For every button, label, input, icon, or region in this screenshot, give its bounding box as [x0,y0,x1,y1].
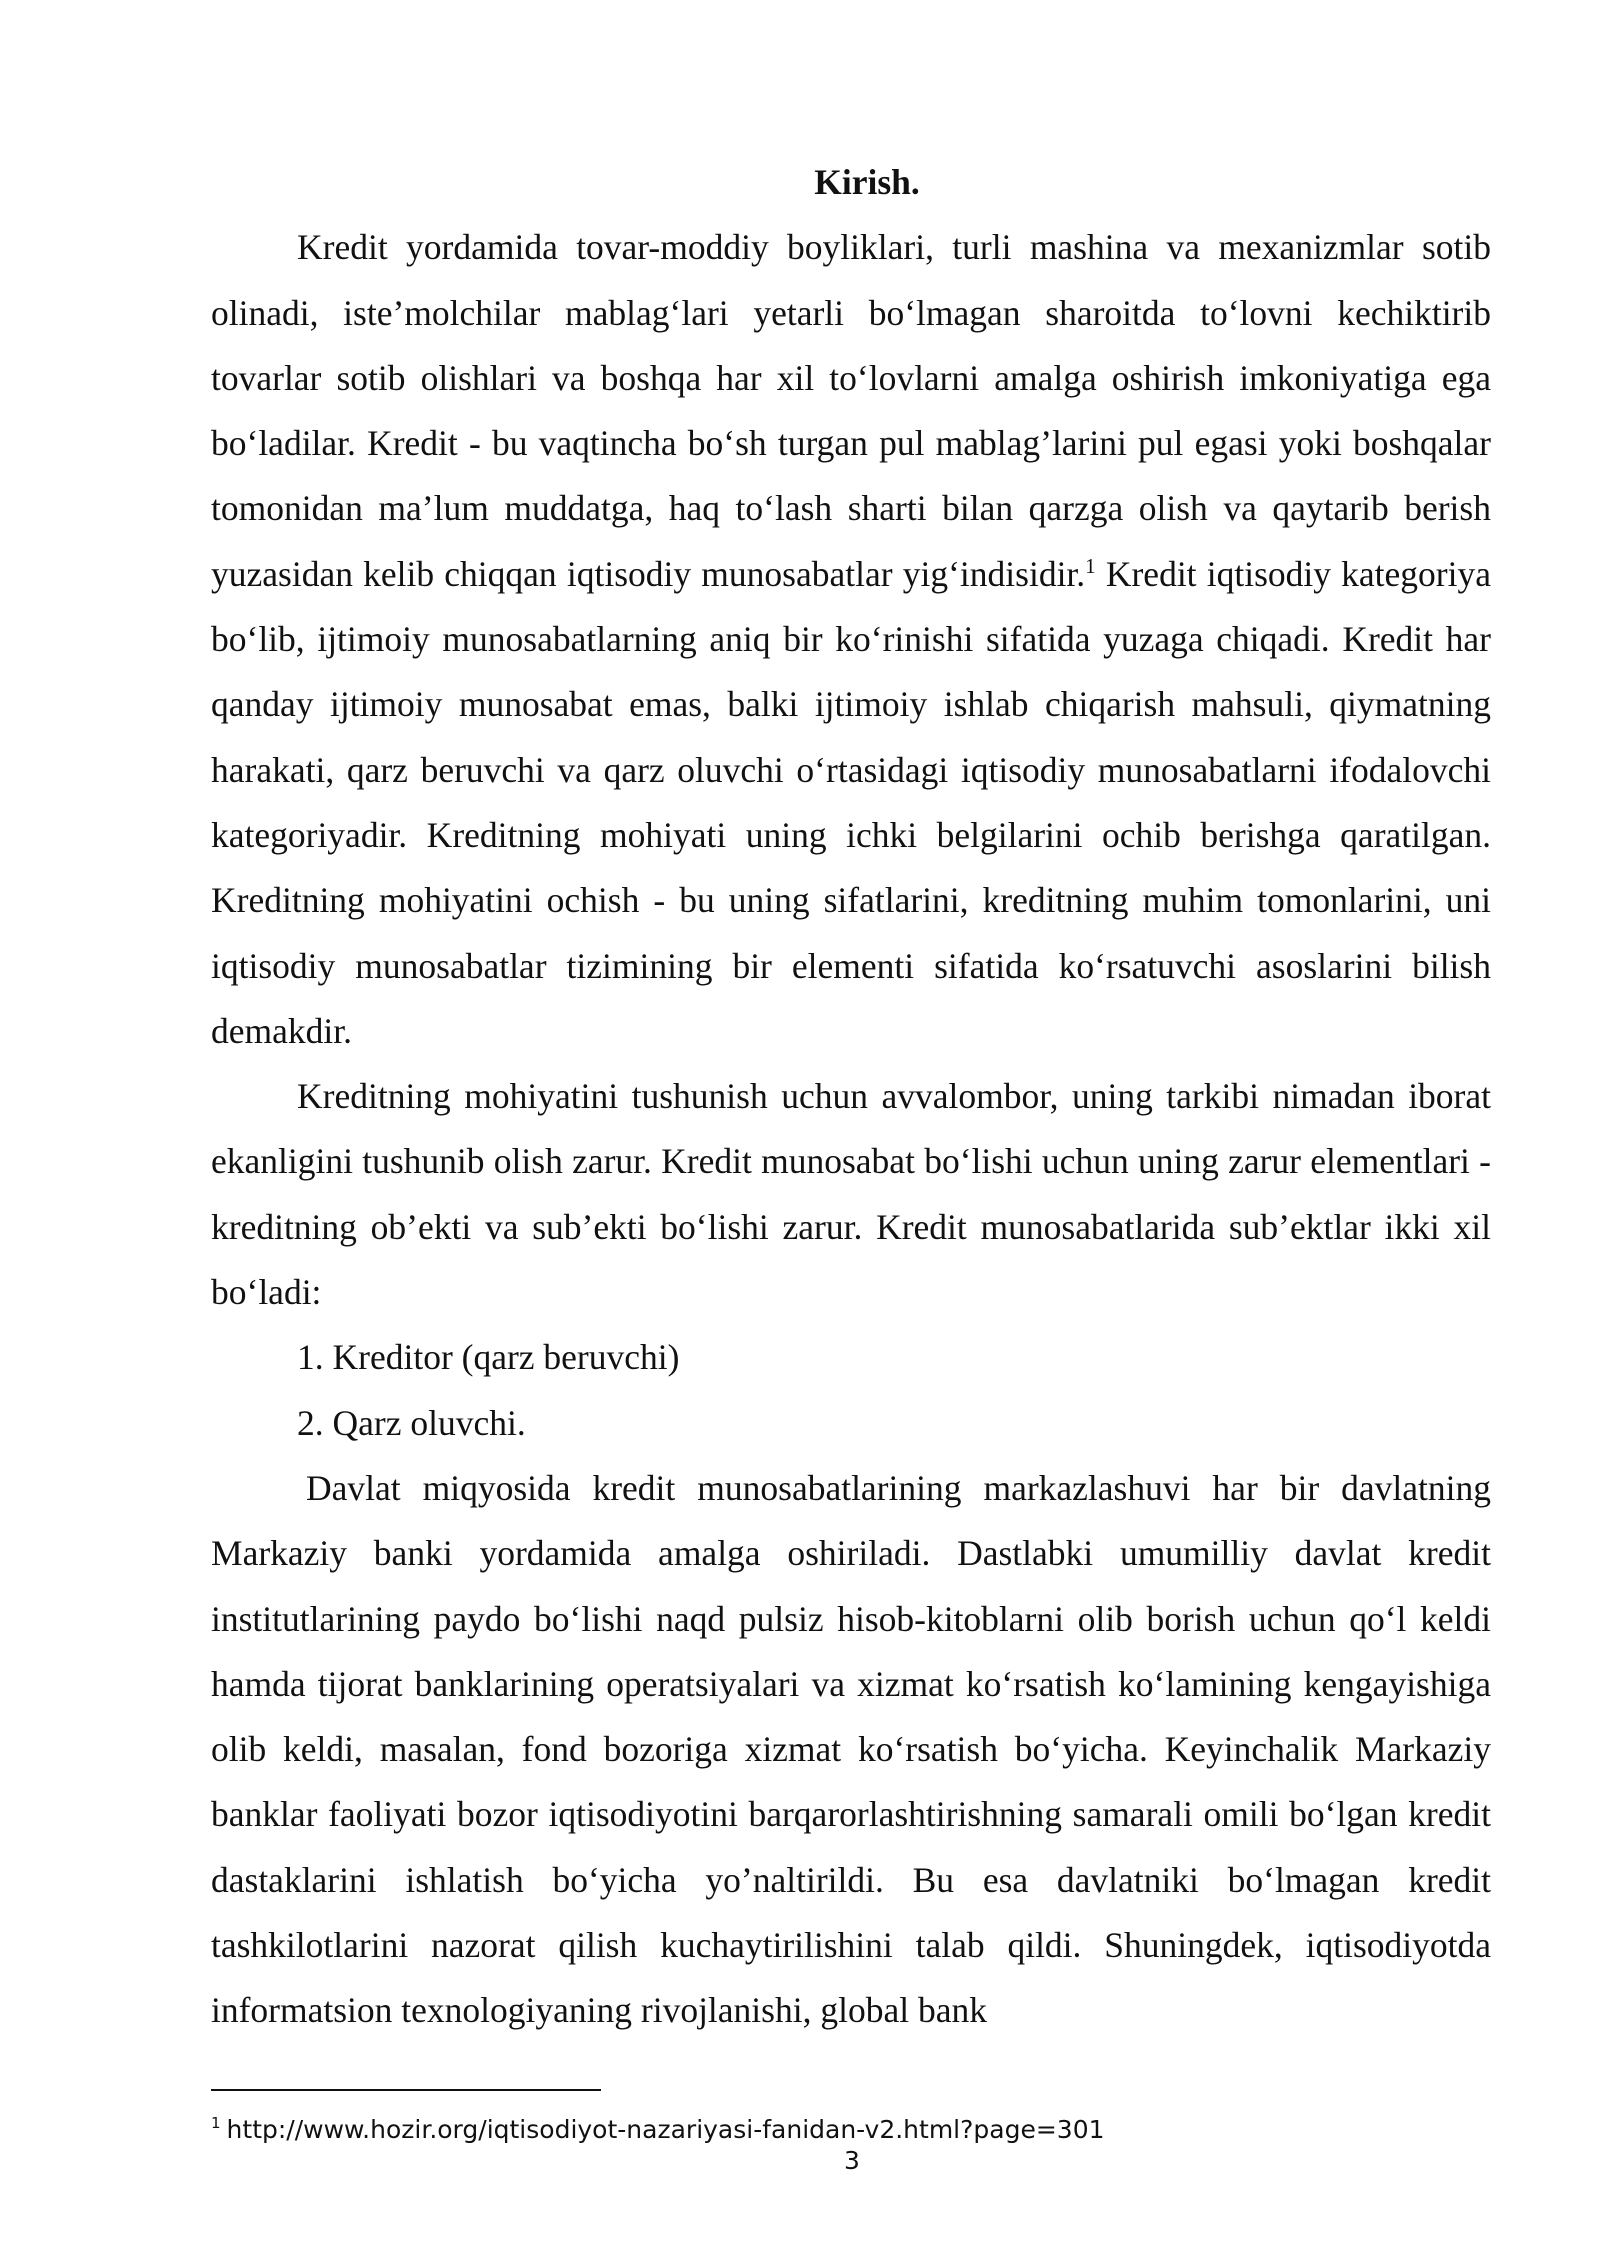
section-title: Kirish. [814,162,920,202]
list-item-creditor: 1. Kreditor (qarz beruvchi) [297,1337,680,1378]
footnote-separator [211,2089,601,2091]
paragraph-1-part-b: Kredit iqtisodiy kategoriya bo‘lib, ijtimoiy munosabatlarning aniq bir ko‘rinishi sifatida yuzaga chiqadi. Kredit har qanday ijtimoiy munosabat emas, balki ijtimoiy ishlab chiqarish mahsuli, qiymatning harakati, qarz beruvchi va qarz oluvchi o‘rtasidagi iqtisodiy munosabatlarni ifodalovchi kategoriyadir. Kreditning mohiyati uning ichki belgilarini ochib berishga qaratilgan. Kreditning mohiyatini ochish - bu uning sifatlarini, kreditning muhim tomonlarini, uni iqtisodiy munosabatlar tizimining bir elementi sifatida ko‘rsatuvchi asoslarini bilish demakdir. [211,553,1491,1051]
page-body [211,150,1491,2044]
paragraph-2: Kreditning mohiyatini tushunish uchun avvalombor, uning tarkibi nimadan iborat ekanligini tushunib olish zarur. Kredit munosabat bo‘lishi uchun uning zarur elementlari - kreditning ob’ekti va sub’ekti bo‘lishi zarur. Kredit munosabatlarida sub’ektlar ikki xil bo‘ladi: [211,1076,1491,1313]
footnote-marker: 1 [211,2114,221,2132]
paragraph-1 [211,215,1491,1064]
footnote-reference[interactable]: 1 [1085,553,1096,578]
page-number: 3 [844,2146,860,2175]
list-item-borrower: 2. Qarz oluvchi. [297,1402,526,1443]
paragraph-1-part-a: Kredit yordamida tovar-moddiy boyliklari, turli mashina va mexanizmlar sotib olinadi, iste’molchilar mablag‘lari yetarli bo‘lmagan sharoitda to‘lovni kechiktirib tovarlar sotib olishlari va boshqa har xil to‘lovlarni amalga oshirish imkoniyatiga ega bo‘ladilar. Kredit - bu vaqtincha bo‘sh turgan pul mablag’larini pul egasi yoki boshqalar tomonidan ma’lum muddatga, haq to‘lash sharti bilan qarzga olish va qaytarib berish yuzasidan kelib chiqqan iqtisodiy munosabatlar yig‘indisidir. [211,227,1491,594]
paragraph-3: Davlat miqyosida kredit munosabatlarining markazlashuvi har bir davlatning Markaziy banki yordamida amalga oshiriladi. Dastlabki umumilliy davlat kredit institutlarining paydo bo‘lishi naqd pulsiz hisob-kitoblarni olib borish uchun qo‘l keldi hamda tijorat banklarining operatsiyalari va xizmat ko‘rsatish ko‘lamining kengayishiga olib keldi, masalan, fond bozoriga xizmat ko‘rsatish bo‘yicha. Keyinchalik Markaziy banklar faoliyati bozor iqtisodiyotini barqarorlashtirishning samarali omili bo‘lgan kredit dastaklarini ishlatish bo‘yicha yo’naltirildi. Bu esa davlatniki bo‘lmagan kredit tashkilotlarini nazorat qilish kuchaytirilishini talab qildi. Shuningdek, iqtisodiyotda informatsion texnologiyaning rivojlanishi, global bank [211,1467,1491,2031]
footnote-link[interactable]: http://www.hozir.org/iqtisodiyot-nazariyasi-fanidan-v2.html?page=301 [226,2115,1105,2144]
footnote [211,2108,1105,2145]
